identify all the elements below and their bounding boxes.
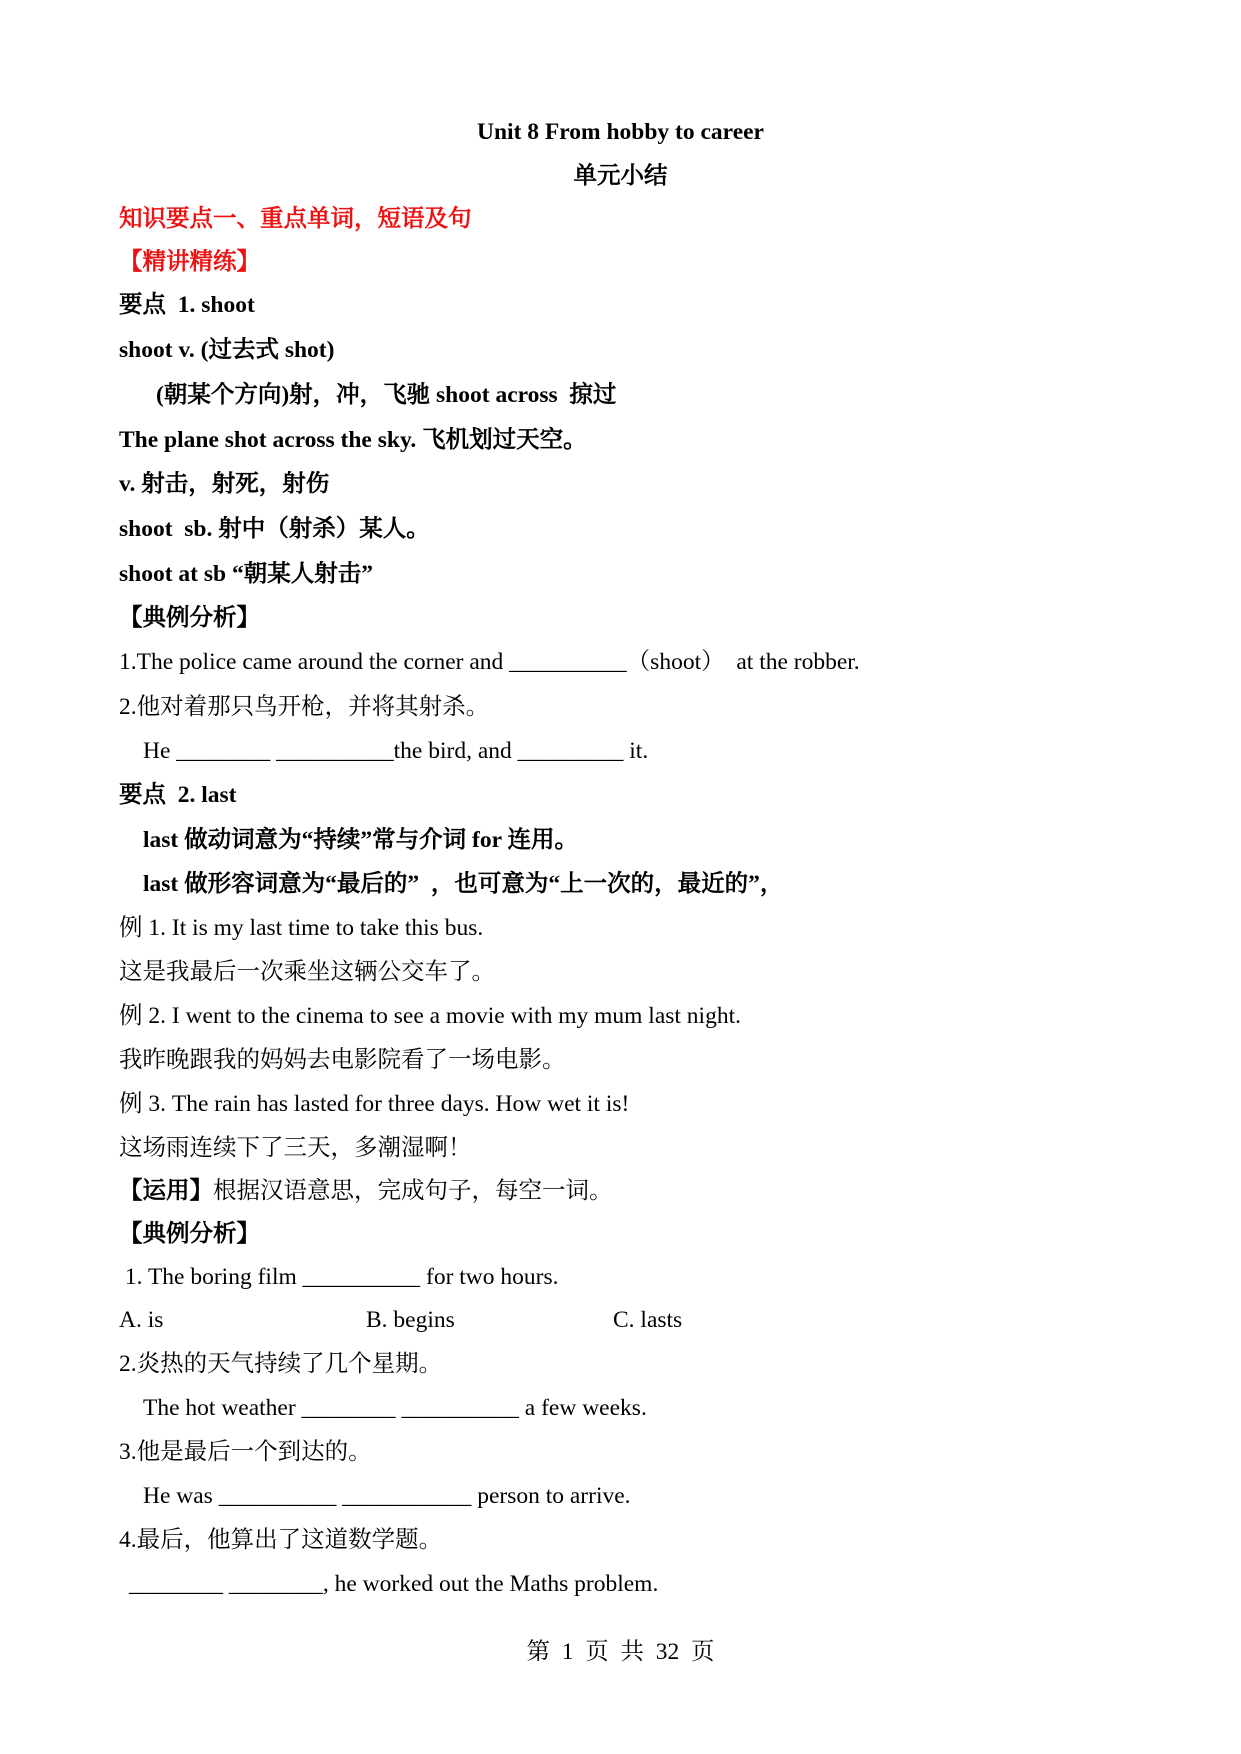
point2-example-3-cn: 这场雨连续下了三天，多潮湿啊！ bbox=[119, 1135, 472, 1161]
document-subtitle: 单元小结 bbox=[573, 163, 668, 189]
point2-example-1-cn: 这是我最后一次乘坐这辆公交车了。 bbox=[119, 959, 495, 985]
point2-note-adj: last 做形容词意为“最后的” ，也可意为“上一次的，最近的”， bbox=[143, 871, 784, 897]
point2-title: 要点 2. last bbox=[119, 782, 237, 808]
point1-def-shoot: v. 射击，射死，射伤 bbox=[119, 471, 330, 497]
point2-option-a: A. is bbox=[119, 1307, 164, 1333]
point2-analysis-tag: 【典例分析】 bbox=[119, 1221, 260, 1247]
point1-def-shoot-sb: shoot sb. 射中（射杀）某人。 bbox=[119, 516, 430, 542]
point1-def-verb: shoot v. (过去式 shot) bbox=[119, 337, 335, 363]
point2-option-b: B. begins bbox=[366, 1307, 455, 1333]
point2-question-4-answer: ________ ________, he worked out the Maths problem. bbox=[129, 1571, 659, 1597]
point2-option-c: C. lasts bbox=[613, 1307, 683, 1333]
point2-example-1: 例 1. It is my last time to take this bus. bbox=[119, 915, 484, 941]
point2-question-2: 2.炎热的天气持续了几个星期。 bbox=[119, 1351, 443, 1377]
point1-example: The plane shot across the sky. 飞机划过天空。 bbox=[119, 427, 587, 453]
point1-question-2: 2.他对着那只鸟开枪，并将其射杀。 bbox=[119, 694, 490, 720]
document-title: Unit 8 From hobby to career bbox=[477, 119, 764, 145]
point2-example-3: 例 3. The rain has lasted for three days. How wet it is! bbox=[119, 1091, 630, 1117]
point2-question-1: 1. The boring film __________ for two hours. bbox=[119, 1264, 559, 1290]
point2-question-3-answer: He was __________ ___________ person to arrive. bbox=[143, 1483, 631, 1509]
point2-usage-text: 根据汉语意思，完成句子，每空一词。 bbox=[213, 1178, 613, 1204]
point1-title: 要点 1. shoot bbox=[119, 292, 255, 318]
point1-def-direction: (朝某个方向)射，冲，飞驰 shoot across 掠过 bbox=[156, 382, 617, 408]
section-heading: 知识要点一、重点单词，短语及句 bbox=[119, 206, 472, 232]
section-tag-jjjl: 【精讲精练】 bbox=[119, 249, 260, 275]
point1-def-shoot-at: shoot at sb “朝某人射击” bbox=[119, 561, 373, 587]
point1-question-1: 1.The police came around the corner and __________（shoot） at the robber. bbox=[119, 649, 860, 675]
point2-note-verb: last 做动词意为“持续”常与介词 for 连用。 bbox=[143, 827, 578, 853]
point2-question-2-answer: The hot weather ________ __________ a few weeks. bbox=[143, 1395, 647, 1421]
point2-question-4: 4.最后，他算出了这道数学题。 bbox=[119, 1527, 443, 1553]
point1-analysis-tag: 【典例分析】 bbox=[119, 605, 260, 631]
point2-question-3: 3.他是最后一个到达的。 bbox=[119, 1439, 372, 1465]
point2-usage-tag: 【运用】 bbox=[119, 1178, 213, 1204]
page-footer: 第 1 页 共 32 页 bbox=[526, 1639, 715, 1665]
point2-example-2: 例 2. I went to the cinema to see a movie with my mum last night. bbox=[119, 1003, 741, 1029]
point2-usage bbox=[119, 1176, 613, 1206]
point1-question-2-answer: He ________ __________the bird, and _________ it. bbox=[143, 738, 649, 764]
point2-example-2-cn: 我昨晚跟我的妈妈去电影院看了一场电影。 bbox=[119, 1047, 566, 1073]
